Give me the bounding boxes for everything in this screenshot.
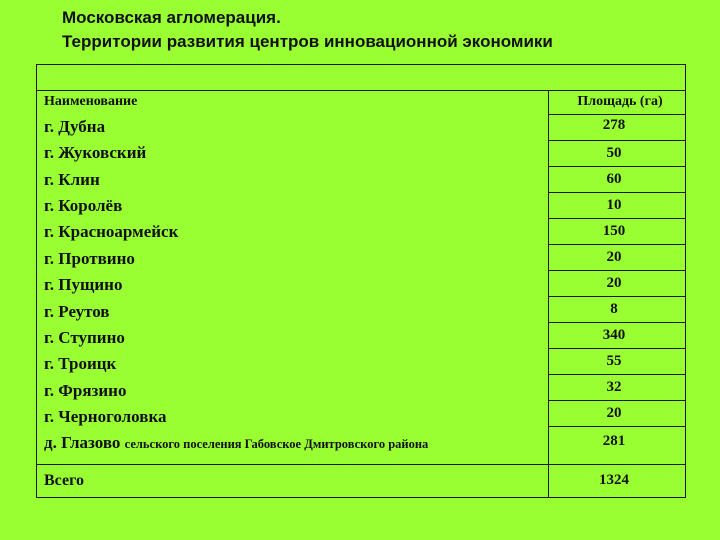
row-name: г. Жуковский (44, 143, 147, 162)
table-line-row (548, 166, 686, 167)
row-name: г. Реутов (44, 302, 110, 321)
row-name: г. Красноармейск (44, 222, 179, 241)
row-name: г. Пущино (44, 275, 123, 294)
table-line-row (548, 348, 686, 349)
total-label: Всего (44, 472, 84, 489)
table-line-top (36, 90, 686, 91)
row-area: 20 (606, 405, 622, 421)
row-area: 8 (610, 301, 618, 317)
row-area: 281 (602, 433, 626, 449)
row-area: 50 (606, 145, 622, 161)
column-divider (548, 90, 549, 498)
row-area: 20 (606, 275, 622, 291)
row-area: 20 (606, 249, 622, 265)
row-area: 278 (602, 117, 626, 133)
table-line-row (548, 322, 686, 323)
slide-title (62, 6, 553, 54)
title-line-2: Территории развития центров инновационной экономики (62, 32, 553, 51)
row-name: г. Клин (44, 170, 100, 189)
row-name: г. Королёв (44, 196, 123, 215)
row-area: 10 (606, 197, 622, 213)
row-name: г. Ступино (44, 328, 125, 347)
row-name: г. Черноголовка (44, 407, 167, 426)
total-area: 1324 (599, 472, 629, 488)
table-line-header (548, 114, 686, 115)
row-area: 150 (602, 223, 626, 239)
row-area: 340 (602, 327, 626, 343)
row-name-main: д. Глазово (44, 433, 121, 452)
header-name: Наименование (44, 94, 138, 109)
table-line-row (548, 426, 686, 427)
table-line-row (548, 140, 686, 141)
table-line-row (548, 296, 686, 297)
header-area: Площадь (га) (577, 94, 663, 109)
table-line-row (548, 400, 686, 401)
table-line-row (548, 192, 686, 193)
row-area: 32 (606, 379, 622, 395)
table-line-row (548, 374, 686, 375)
row-area: 60 (606, 171, 622, 187)
row-name-glazovo (44, 433, 428, 453)
row-area: 55 (606, 353, 622, 369)
title-line-1: Московская агломерация. (62, 8, 281, 27)
row-name: г. Дубна (44, 117, 106, 136)
table-line-row (548, 244, 686, 245)
table-line-total (36, 464, 686, 465)
row-name: г. Троицк (44, 354, 117, 373)
row-name: г. Протвино (44, 249, 135, 268)
table-line-row (548, 270, 686, 271)
row-name-detail: сельского поселения Габовское Дмитровского района (124, 437, 429, 451)
table-line-row (548, 218, 686, 219)
row-name: г. Фрязино (44, 381, 127, 400)
